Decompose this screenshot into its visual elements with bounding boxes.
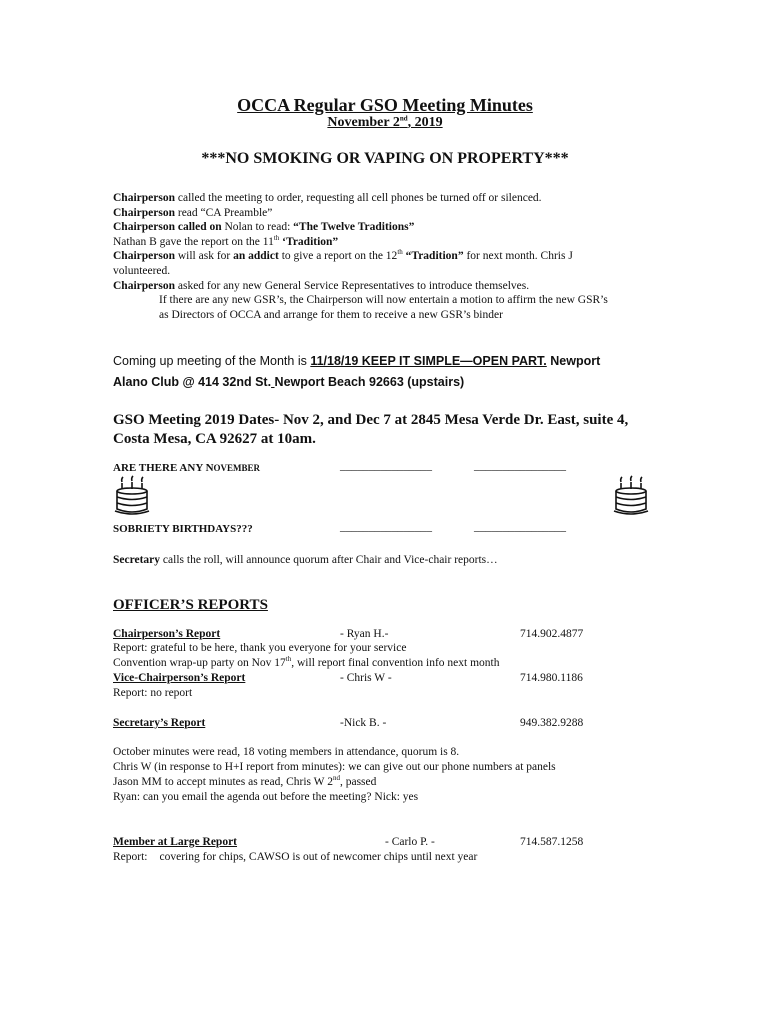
birthday-blank-1: ________________ [340,460,432,472]
secretary-report-name: -Nick B. - [340,717,387,729]
vice-chair-report-name: - Chris W - [340,672,392,684]
coming-up-line-1: Coming up meeting of the Month is 11/18/19 KEEP IT SIMPLE—OPEN PART. Newport [113,354,601,368]
secretary-report-line-3: Jason MM to accept minutes as read, Chris W 2nd, passed [113,774,377,788]
opening-line-1: Chairperson called the meeting to order, requesting all cell phones be turned off or silenced. [113,192,542,204]
document-title: OCCA Regular GSO Meeting Minutes [237,95,533,115]
officers-reports-heading: OFFICER’S REPORTS [113,597,268,613]
chair-report-line-1: Report: grateful to be here, thank you everyone for your service [113,642,407,654]
opening-line-2: Chairperson read “CA Preamble” [113,207,273,219]
coming-up-line-2: Alano Club @ 414 32nd St. Newport Beach 92663 (upstairs) [113,375,465,389]
chair-report-title: Chairperson’s Report [113,628,221,640]
opening-line-5: Chairperson will ask for an addict to give a report on the 12th “Tradition” for next month. Chris J [113,248,573,262]
birthday-cake-icon-left [113,475,151,517]
opening-line-7: Chairperson asked for any new General Service Representatives to introduce themselves. [113,280,530,292]
chair-report-name: - Ryan H.- [340,628,389,640]
chair-report-line-2: Convention wrap-up party on Nov 17th, will report final convention info next month [113,655,500,669]
birthday-blank-4: ________________ [474,521,566,533]
opening-line-8: If there are any new GSR’s, the Chairperson will now entertain a motion to affirm the new GSR’s [159,294,608,306]
birthday-blank-2: ________________ [474,460,566,472]
vice-chair-report-phone: 714.980.1186 [520,672,583,684]
member-at-large-report-phone: 714.587.1258 [520,836,584,848]
member-at-large-report-line-1: Report: covering for chips, CAWSO is out of newcomer chips until next year [113,851,478,863]
vice-chair-report-line-1: Report: no report [113,687,193,699]
birthday-blank-3: ________________ [340,521,432,533]
vice-chair-report-title: Vice-Chairperson’s Report [113,672,246,684]
member-at-large-report-title: Member at Large Report [113,836,238,848]
member-at-large-report-name: - Carlo P. - [385,836,435,848]
secretary-report-line-1: October minutes were read, 18 voting members in attendance, quorum is 8. [113,746,460,758]
opening-line-6: volunteered. [113,265,171,277]
opening-line-4: Nathan B gave the report on the 11th ‘Tradition” [113,234,339,248]
meeting-date: November 2nd, 2019 [327,114,443,130]
gso-dates-line-2: Costa Mesa, CA 92627 at 10am. [113,431,316,447]
secretary-report-line-2: Chris W (in response to H+I report from minutes): we can give out our phone numbers at panels [113,761,556,773]
opening-line-3: Chairperson called on Nolan to read: “The Twelve Traditions” [113,221,415,233]
birthdays-question-line-1: ARE THERE ANY NOVEMBER [113,462,261,474]
chair-report-phone: 714.902.4877 [520,628,584,640]
secretary-report-line-4: Ryan: can you email the agenda out before the meeting? Nick: yes [113,791,419,803]
secretary-report-phone: 949.382.9288 [520,717,584,729]
birthday-cake-icon-right [612,475,650,517]
birthdays-question-line-2: SOBRIETY BIRTHDAYS??? [113,523,253,535]
opening-line-9: as Directors of OCCA and arrange for them to receive a new GSR’s binder [159,309,503,321]
secretary-report-title: Secretary’s Report [113,717,206,729]
gso-dates-line-1: GSO Meeting 2019 Dates- Nov 2, and Dec 7 at 2845 Mesa Verde Dr. East, suite 4, [113,412,629,428]
secretary-roll-call-note: Secretary calls the roll, will announce quorum after Chair and Vice-chair reports… [113,554,498,566]
no-smoking-warning: ***NO SMOKING OR VAPING ON PROPERTY*** [201,150,569,167]
